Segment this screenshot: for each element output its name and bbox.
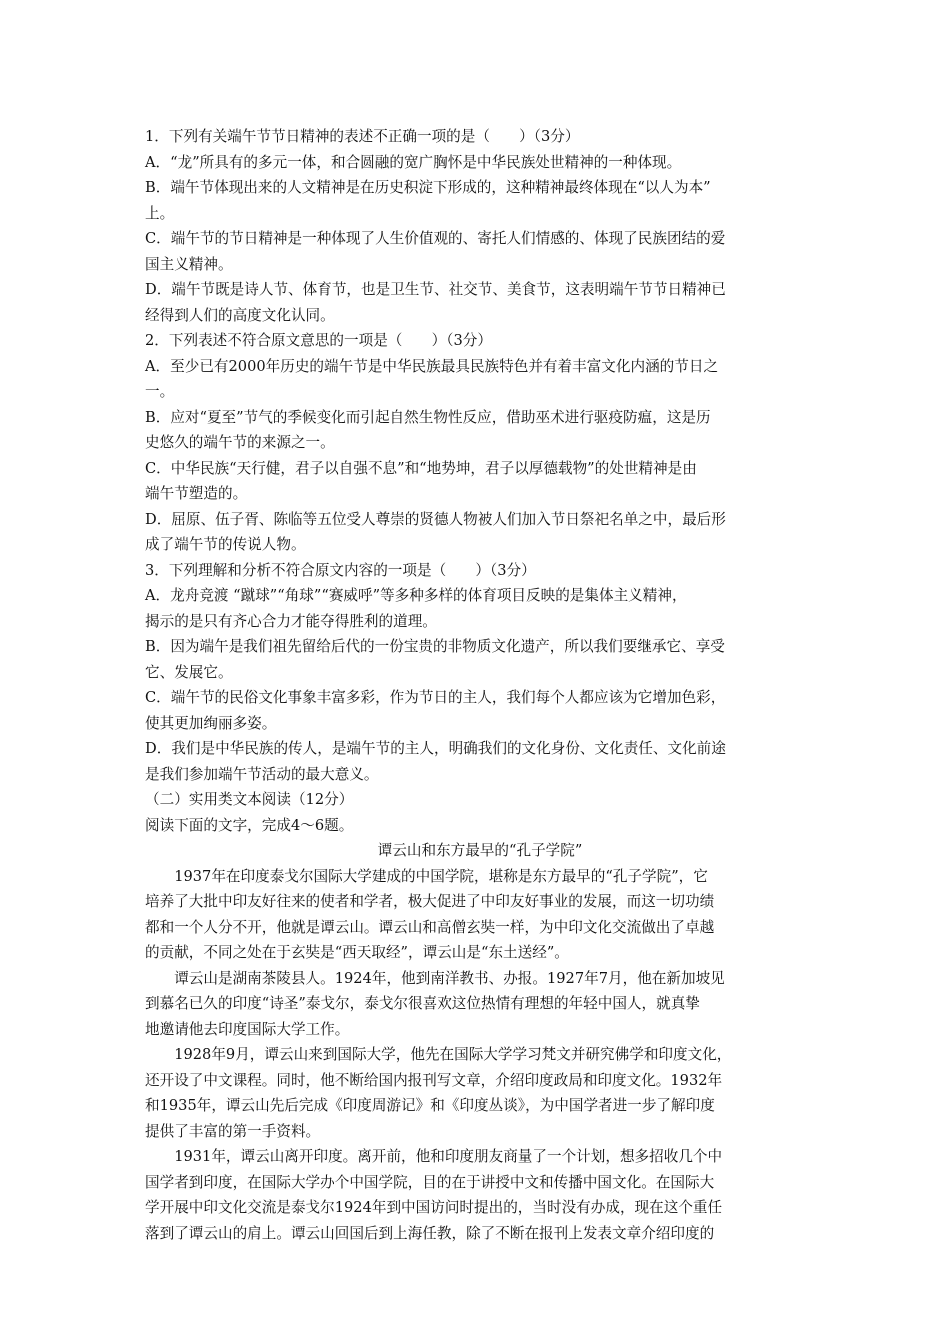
paragraph-4 [145,1144,815,1246]
question-1-option-c: C．端午节的节日精神是一种体现了人生价值观的、寄托人们情感的、体现了民族团结的爱 [145,230,726,247]
question-2-stem: 2．下列表述不符合原文意思的一项是（ ）（3分） [145,332,492,349]
paragraph-line: 还开设了中文课程。同时，他不断给国内报刊写文章，介绍印度政局和印度文化。1932年 [145,1071,723,1089]
paragraph-line: 都和一个人分不开，他就是谭云山。谭云山和高僧玄奘一样，为中印文化交流做出了卓越 [145,918,715,936]
paragraph-3 [145,1042,815,1144]
article-title: 谭云山和东方最早的“孔子学院” [377,842,583,859]
paragraph-line: 国学者到印度，在国际大学办个中国学院，目的在于讲授中文和传播中国文化。在国际大 [145,1173,715,1191]
question-3-stem: 3．下列理解和分析不符合原文内容的一项是（ ）（3分） [145,561,536,579]
question-3-option-d: D．我们是中华民族的传人，是端午节的主人，明确我们的文化身份、文化责任、文化前途 [145,740,726,757]
question-2-option-b-cont: 史悠久的端午节的来源之一。 [145,434,335,451]
question-1-option-b: B．端午节体现出来的人文精神是在历史积淀下形成的，这种精神最终体现在“以人为本” [145,179,711,196]
question-2-option-a-cont: 一。 [145,383,175,400]
paragraph-line: 到慕名已久的印度“诗圣”泰戈尔，泰戈尔很喜欢这位热情有理想的年轻中国人，就真挚 [145,995,700,1012]
question-1-option-b-cont: 上。 [145,204,175,222]
paragraph-line: 学开展中印文化交流是泰戈尔1924年到中国访问时提出的，当时没有办成，现在这个重任 [145,1199,723,1216]
question-1-option-d: D．端午节既是诗人节、体育节，也是卫生节、社交节、美食节，这表明端午节节日精神已 [145,281,726,298]
paragraph-line: 提供了丰富的第一手资料。 [145,1122,321,1140]
question-3-option-c-cont: 使其更加绚丽多姿。 [145,714,277,732]
paragraph-2 [145,966,815,1043]
document-page [145,124,815,1246]
question-2-option-d: D．屈原、伍子胥、陈临等五位受人尊崇的贤德人物被人们加入节日祭祀名单之中，最后形 [145,510,726,528]
question-2-option-d-cont: 成了端午节的传说人物。 [145,536,306,553]
question-3-option-a: A．龙舟竞渡 “蹴球”“角球”“赛威呼”等多种多样的体育项目反映的是集体主义精神， [145,587,687,604]
paragraph-line: 地邀请他去印度国际大学工作。 [145,1020,350,1038]
question-1-option-d-cont: 经得到人们的高度文化认同。 [145,306,335,324]
question-2-option-c: C．中华民族“天行健，君子以自强不息”和“地势坤，君子以厚德载物”的处世精神是由 [145,459,697,477]
paragraph-line: 和1935年，谭云山先后完成《印度周游记》和《印度丛谈》，为中国学者进一步了解印度 [145,1097,715,1114]
section-heading: （二）实用类文本阅读（12分） [145,791,354,808]
paragraph-1 [145,864,815,966]
paragraph-line: 落到了谭云山的肩上。谭云山回国后到上海任教，除了不断在报刊上发表文章介绍印度的 [145,1224,715,1242]
paragraph-line: 1931年，谭云山离开印度。离开前，他和印度朋友商量了一个计划，想多招收几个中 [174,1148,723,1165]
question-3-option-d-cont: 是我们参加端午节活动的最大意义。 [145,765,379,783]
section-instruction: 阅读下面的文字，完成4～6题。 [145,816,354,834]
question-1-option-a: A．“龙”所具有的多元一体，和合圆融的宽广胸怀是中华民族处世精神的一种体现。 [145,153,682,171]
question-3-option-a-cont: 揭示的是只有齐心合力才能夺得胜利的道理。 [145,612,437,630]
question-2-option-b: B．应对“夏至”节气的季候变化而引起自然生物性反应，借助巫术进行驱疫防瘟，这是历 [145,408,711,426]
paragraph-line: 1928年9月，谭云山来到国际大学，他先在国际大学学习梵文并研究佛学和印度文化， [174,1046,732,1063]
question-2-option-c-cont: 端午节塑造的。 [145,485,248,502]
paragraph-line: 的贡献，不同之处在于玄奘是“西天取经”，谭云山是“东土送经”。 [145,944,569,961]
question-3-option-c: C．端午节的民俗文化事象丰富多彩，作为节日的主人，我们每个人都应该为它增加色彩， [145,689,726,706]
question-1-stem: 1．下列有关端午节节日精神的表述不正确一项的是（ ）（3分） [145,128,580,145]
question-2-option-a: A．至少已有2000年历史的端午节是中华民族最具民族特色并有着丰富文化内涵的节日之 [145,357,719,375]
paragraph-line: 谭云山是湖南茶陵县人。1924年，他到南洋教书、办报。1927年7月，他在新加坡见 [174,969,725,987]
question-1-option-c-cont: 国主义精神。 [145,255,233,273]
question-3-option-b-cont: 它、发展它。 [145,663,233,681]
question-3-option-b: B．因为端午是我们祖先留给后代的一份宝贵的非物质文化遗产，所以我们要继承它、享受 [145,638,725,655]
paragraph-line: 培养了大批中印友好往来的使者和学者，极大促进了中印友好事业的发展，而这一切功绩 [145,893,715,910]
paragraph-line: 1937年在印度泰戈尔国际大学建成的中国学院，堪称是东方最早的“孔子学院”，它 [174,867,708,885]
